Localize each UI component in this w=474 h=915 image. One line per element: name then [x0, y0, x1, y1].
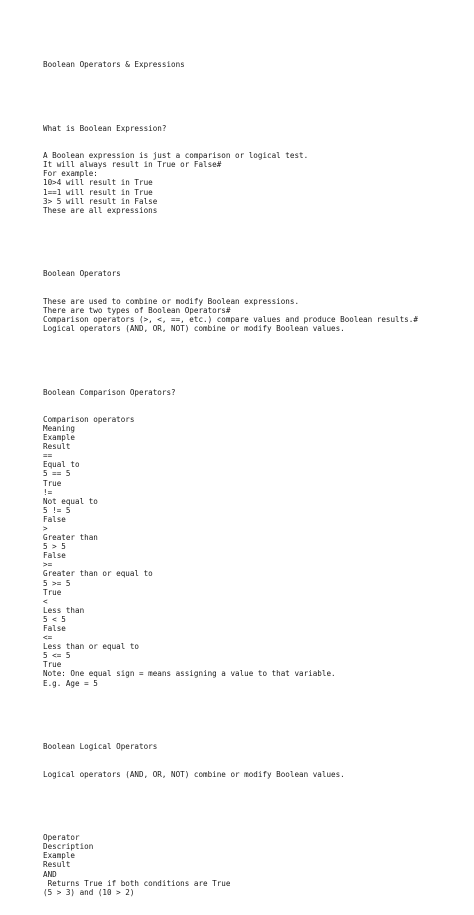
text-line: Result	[43, 442, 71, 452]
text-line: There are two types of Boolean Operators#	[43, 305, 231, 315]
text-line: Example	[43, 851, 76, 861]
text-line: 3> 5 will result in False	[43, 196, 158, 206]
spacer	[43, 87, 463, 96]
text-line: Description	[43, 842, 94, 852]
text-line: A Boolean expression is just a comparison or logical test.	[43, 151, 309, 161]
text-line: False	[43, 514, 66, 524]
section-heading-what: What is Boolean Expression?	[43, 123, 167, 133]
text-line: >=	[43, 560, 53, 570]
spacer	[43, 706, 463, 715]
text-line: False	[43, 551, 66, 561]
section-logical-body	[43, 770, 463, 779]
text-line: AND	[43, 869, 57, 879]
text-line: For example:	[43, 169, 98, 179]
section-operators-body	[43, 297, 463, 333]
text-line: These are all expressions	[43, 205, 158, 215]
text-line: Not equal to	[43, 496, 98, 506]
text-line: Comparison operators	[43, 414, 135, 424]
text-line: (5 > 3) and (10 > 2)	[43, 887, 135, 897]
section-comparison-body	[43, 415, 463, 688]
spacer	[43, 351, 463, 360]
text-line: True	[43, 660, 62, 670]
text-line: Note: One equal sign = means assigning a value to that variable.	[43, 669, 336, 679]
text-line: Less than	[43, 605, 85, 615]
text-line: Returns True if both conditions are True	[43, 878, 231, 888]
text-line: Example	[43, 433, 76, 443]
section-heading-comparison: Boolean Comparison Operators?	[43, 387, 176, 397]
text-line: Greater than	[43, 533, 98, 543]
text-line: <=	[43, 633, 53, 643]
text-line: It will always result in True or False#	[43, 160, 222, 170]
text-line: 5 != 5	[43, 505, 71, 515]
spacer	[43, 233, 463, 242]
document-title: Boolean Operators & Expressions	[43, 60, 185, 70]
text-line: Comparison operators (>, <, ==, etc.) compare values and produce Boolean results.#	[43, 314, 418, 324]
text-line: Meaning	[43, 423, 76, 433]
text-line: False	[43, 624, 66, 633]
text-line: >	[43, 523, 48, 533]
section-table-body	[43, 833, 463, 897]
section-what-body	[43, 151, 463, 215]
text-line: !=	[43, 487, 53, 497]
section-heading-logical: Boolean Logical Operators	[43, 742, 158, 752]
text-line: 1==1 will result in True	[43, 187, 153, 197]
text-line: True	[43, 478, 62, 488]
text-line: 5 >= 5	[43, 578, 71, 588]
text-line: <	[43, 596, 48, 606]
text-line: These are used to combine or modify Boolean expressions.	[43, 296, 300, 306]
text-line: 5 <= 5	[43, 651, 71, 661]
text-line: True	[43, 587, 62, 597]
text-line: 5 == 5	[43, 469, 71, 479]
text-line: 5 > 5	[43, 542, 66, 552]
text-line: Less than or equal to	[43, 642, 140, 652]
text-line: Operator	[43, 833, 80, 843]
text-line: 10>4 will result in True	[43, 178, 153, 188]
text-line: Result	[43, 860, 71, 870]
text-line: Greater than or equal to	[43, 569, 153, 579]
text-line: Logical operators (AND, OR, NOT) combine or modify Boolean values.	[43, 323, 345, 333]
text-line: E.g. Age = 5	[43, 678, 98, 688]
spacer	[43, 797, 463, 806]
text-line: 5 < 5	[43, 614, 66, 624]
text-line: ==	[43, 451, 53, 461]
text-line: Logical operators (AND, OR, NOT) combine or modify Boolean values.	[43, 769, 345, 779]
section-heading-operators: Boolean Operators	[43, 269, 121, 279]
text-line: Equal to	[43, 460, 80, 470]
document-body	[43, 42, 463, 915]
